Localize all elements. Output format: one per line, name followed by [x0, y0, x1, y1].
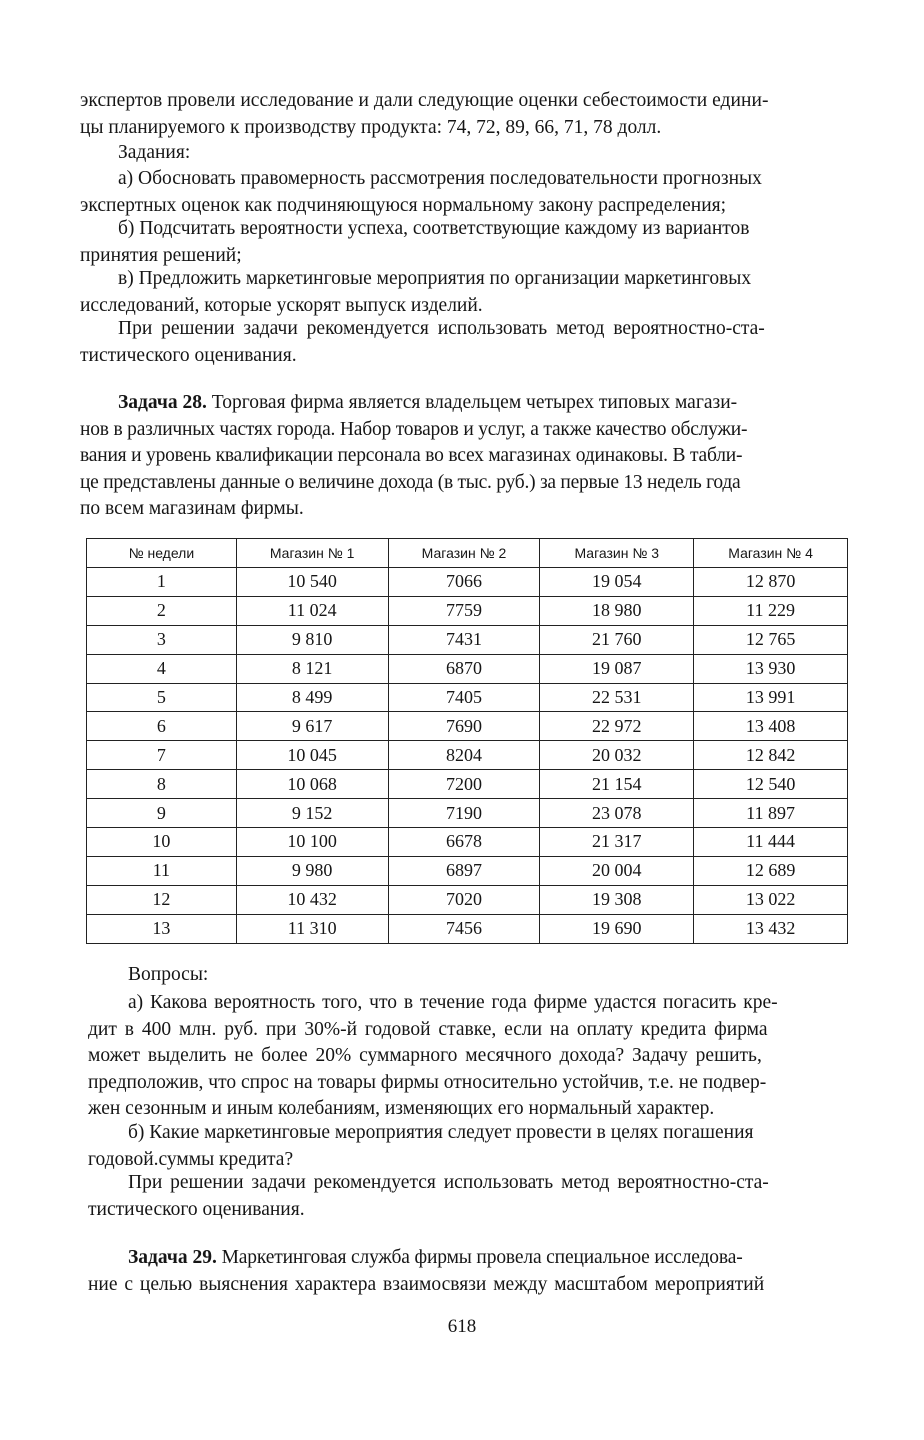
- week-number-cell: 3: [87, 625, 237, 654]
- store-2-revenue-cell: 7020: [388, 885, 540, 914]
- store-1-revenue-cell: 9 152: [236, 799, 388, 828]
- questions-heading: Вопросы:: [128, 964, 209, 985]
- store-2-revenue-cell: 7066: [388, 568, 540, 597]
- text-line: При решении задачи рекомендуется использовать метод вероятностно-ста-: [128, 1172, 769, 1193]
- store-4-revenue-cell: 13 930: [694, 654, 848, 683]
- week-number-cell: 10: [87, 828, 237, 857]
- store-1-revenue-cell: 8 121: [236, 654, 388, 683]
- store-1-revenue-cell: 10 432: [236, 885, 388, 914]
- column-header: Магазин № 4: [694, 539, 848, 568]
- store-3-revenue-cell: 18 980: [540, 596, 694, 625]
- text-line: б) Подсчитать вероятности успеха, соответствующие каждому из вариантов: [118, 218, 750, 239]
- store-3-revenue-cell: 22 972: [540, 712, 694, 741]
- store-4-revenue-cell: 13 408: [694, 712, 848, 741]
- table-row: [87, 770, 848, 799]
- text-line: дит в 400 млн. руб. при 30%-й годовой ставке, если на оплату кредита фирма: [88, 1018, 768, 1040]
- store-1-revenue-cell: 10 540: [236, 568, 388, 597]
- text-line: экспертных оценок как подчиняющуюся нормальному закону распределения;: [80, 194, 727, 216]
- task-29-title: Задача 29.: [128, 1247, 217, 1268]
- store-3-revenue-cell: 23 078: [540, 799, 694, 828]
- table-row: [87, 828, 848, 857]
- store-4-revenue-cell: 11 897: [694, 799, 848, 828]
- text-line: нов в различных частях города. Набор товаров и услуг, а также качество обслужи-: [80, 418, 748, 440]
- store-1-revenue-cell: 9 617: [236, 712, 388, 741]
- column-header: Магазин № 1: [236, 539, 388, 568]
- text-line: б) Какие маркетинговые мероприятия следует провести в целях погашения: [128, 1122, 754, 1143]
- store-3-revenue-cell: 19 308: [540, 885, 694, 914]
- text-line: це представлены данные о величине дохода (в тыс. руб.) за первые 13 недель года: [80, 471, 741, 493]
- week-number-cell: 4: [87, 654, 237, 683]
- week-number-cell: 9: [87, 799, 237, 828]
- week-number-cell: 8: [87, 770, 237, 799]
- text-line: тистического оценивания.: [80, 344, 297, 366]
- store-4-revenue-cell: 13 991: [694, 683, 848, 712]
- week-number-cell: 5: [87, 683, 237, 712]
- week-number-cell: 2: [87, 596, 237, 625]
- store-4-revenue-cell: 13 022: [694, 885, 848, 914]
- store-2-revenue-cell: 8204: [388, 741, 540, 770]
- store-4-revenue-cell: 13 432: [694, 914, 848, 943]
- store-2-revenue-cell: 6678: [388, 828, 540, 857]
- store-1-revenue-cell: 10 100: [236, 828, 388, 857]
- table-row: [87, 885, 848, 914]
- task-28-title: Задача 28.: [118, 392, 207, 413]
- table-row: [87, 568, 848, 597]
- text-line: а) Обосновать правомерность рассмотрения последовательности прогнозных: [118, 168, 762, 189]
- store-4-revenue-cell: 12 870: [694, 568, 848, 597]
- method-paragraph-1: [80, 316, 846, 369]
- intro-paragraph: [80, 88, 846, 141]
- text-line: может выделить не более 20% суммарного месячного дохода? Задачу решить,: [88, 1045, 762, 1066]
- table-row: [87, 856, 848, 885]
- text-line: а) Какова вероятность того, что в течение года фирме удастся погасить кре-: [128, 992, 778, 1013]
- store-3-revenue-cell: 19 054: [540, 568, 694, 597]
- store-2-revenue-cell: 7759: [388, 596, 540, 625]
- text-line: исследований, которые ускорят выпуск изделий.: [80, 294, 483, 316]
- text-line: в) Предложить маркетинговые мероприятия по организации маркетинговых: [118, 268, 752, 289]
- store-4-revenue-cell: 12 689: [694, 856, 848, 885]
- store-2-revenue-cell: 7405: [388, 683, 540, 712]
- table-row: [87, 914, 848, 943]
- task-28-paragraph: [80, 390, 846, 523]
- week-number-cell: 1: [87, 568, 237, 597]
- store-2-revenue-cell: 7190: [388, 799, 540, 828]
- week-number-cell: 11: [87, 856, 237, 885]
- week-number-cell: 7: [87, 741, 237, 770]
- tasks-heading: Задания:: [118, 142, 191, 163]
- week-number-cell: 13: [87, 914, 237, 943]
- text-line: годовой.суммы кредита?: [88, 1148, 294, 1170]
- store-3-revenue-cell: 21 317: [540, 828, 694, 857]
- store-4-revenue-cell: 11 444: [694, 828, 848, 857]
- text-line: принятия решений;: [80, 244, 242, 266]
- store-2-revenue-cell: 6870: [388, 654, 540, 683]
- table-row: [87, 712, 848, 741]
- table-header-row: [87, 539, 848, 568]
- column-header: Магазин № 2: [388, 539, 540, 568]
- store-3-revenue-cell: 20 032: [540, 741, 694, 770]
- text-line: предположив, что спрос на товары фирмы относительно устойчив, т.е. не подвер-: [88, 1071, 767, 1093]
- text-line: При решении задачи рекомендуется использовать метод вероятностно-ста-: [118, 318, 765, 339]
- store-2-revenue-cell: 6897: [388, 856, 540, 885]
- text-line: тистического оценивания.: [88, 1198, 305, 1220]
- page-number: 618: [447, 1316, 477, 1337]
- store-4-revenue-cell: 12 765: [694, 625, 848, 654]
- store-1-revenue-cell: 10 045: [236, 741, 388, 770]
- store-2-revenue-cell: 7431: [388, 625, 540, 654]
- text-line: Маркетинговая служба фирмы провела специальное исследова-: [216, 1247, 743, 1268]
- task-item-b: [80, 216, 846, 269]
- store-4-revenue-cell: 12 540: [694, 770, 848, 799]
- task-item-a: [80, 166, 846, 219]
- store-4-revenue-cell: 11 229: [694, 596, 848, 625]
- week-number-cell: 6: [87, 712, 237, 741]
- store-1-revenue-cell: 11 024: [236, 596, 388, 625]
- task-item-c: [80, 266, 846, 319]
- text-line: по всем магазинам фирмы.: [80, 498, 304, 519]
- store-3-revenue-cell: 22 531: [540, 683, 694, 712]
- table-row: [87, 596, 848, 625]
- store-3-revenue-cell: 20 004: [540, 856, 694, 885]
- question-b: [88, 1120, 848, 1173]
- store-2-revenue-cell: 7200: [388, 770, 540, 799]
- week-number-cell: 12: [87, 885, 237, 914]
- table-row: [87, 799, 848, 828]
- store-1-revenue-cell: 8 499: [236, 683, 388, 712]
- question-a: [88, 990, 848, 1123]
- store-3-revenue-cell: 21 760: [540, 625, 694, 654]
- store-3-revenue-cell: 21 154: [540, 770, 694, 799]
- store-4-revenue-cell: 12 842: [694, 741, 848, 770]
- table-row: [87, 654, 848, 683]
- store-2-revenue-cell: 7456: [388, 914, 540, 943]
- table-row: [87, 683, 848, 712]
- column-header: № недели: [87, 539, 237, 568]
- store-3-revenue-cell: 19 690: [540, 914, 694, 943]
- table-row: [87, 625, 848, 654]
- store-1-revenue-cell: 11 310: [236, 914, 388, 943]
- revenue-table: [86, 538, 848, 944]
- text-line: ние с целью выяснения характера взаимосвязи между масштабом мероприятий: [88, 1273, 765, 1295]
- method-paragraph-2: [88, 1170, 848, 1223]
- table-row: [87, 741, 848, 770]
- text-line: Торговая фирма является владельцем четырех типовых магази-: [206, 392, 738, 413]
- column-header: Магазин № 3: [540, 539, 694, 568]
- store-1-revenue-cell: 10 068: [236, 770, 388, 799]
- text-line: цы планируемого к производству продукта: 74, 72, 89, 66, 71, 78 долл.: [80, 116, 662, 138]
- store-1-revenue-cell: 9 810: [236, 625, 388, 654]
- text-line: жен сезонным и иным колебаниям, изменяющих его нормальный характер.: [88, 1098, 715, 1119]
- table-body: [87, 568, 848, 944]
- store-2-revenue-cell: 7690: [388, 712, 540, 741]
- store-3-revenue-cell: 19 087: [540, 654, 694, 683]
- text-line: вания и уровень квалификации персонала во всех магазинах одинаковы. В табли-: [80, 445, 743, 466]
- store-1-revenue-cell: 9 980: [236, 856, 388, 885]
- task-29-paragraph: [88, 1245, 848, 1298]
- text-line: экспертов провели исследование и дали следующие оценки себестоимости едини-: [80, 90, 769, 111]
